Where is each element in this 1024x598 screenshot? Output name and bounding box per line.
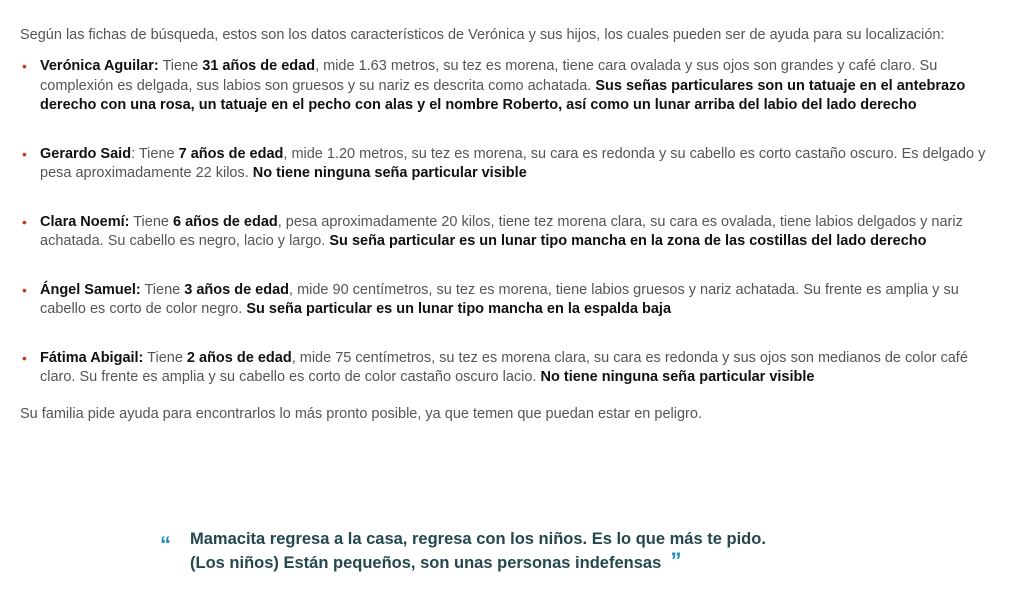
- person-description: , mide 90 centímetros, su tez es morena, tiene labios gruesos y nariz achatada. Su frente es amplia y su cabello es corto de color negro.: [40, 281, 959, 317]
- quote-line-2: [168, 550, 888, 574]
- bullet-icon: •: [22, 281, 27, 298]
- quote-line-1: Mamacita regresa a la casa, regresa con los niños. Es lo que más te pido.: [190, 530, 766, 548]
- person-marks: No tiene ninguna seña particular visible: [540, 369, 815, 385]
- bullet-icon: •: [22, 349, 27, 366]
- bullet-icon: •: [22, 213, 27, 230]
- text-segment: Tiene: [140, 281, 185, 298]
- text-segment: Tiene: [129, 213, 173, 230]
- person-marks: Sus señas particulares son un tatuaje en el antebrazo derecho con una rosa, un tatuaje en el pecho con alas y el nombre Roberto, así como un lunar arriba del labio del lado derecho: [40, 77, 966, 113]
- people-list: [20, 57, 990, 388]
- text-segment: Tiene: [143, 349, 187, 366]
- person-name: Gerardo Said: [40, 145, 132, 162]
- text-segment: : Tiene: [131, 145, 179, 162]
- bullet-icon: •: [22, 145, 27, 162]
- outro-paragraph: Su familia pide ayuda para encontrarlos lo más pronto posible, ya que temen que puedan estar en peligro.: [20, 405, 702, 422]
- person-age: 6 años de edad: [172, 213, 278, 230]
- intro-paragraph: Según las fichas de búsqueda, estos son los datos característicos de Verónica y sus hijos, los cuales pueden ser de ayuda para su localización:: [20, 27, 945, 43]
- open-quote-icon: “: [160, 532, 171, 557]
- bullet-icon: •: [22, 58, 27, 74]
- person-age: 7 años de edad: [178, 145, 284, 162]
- person-name: Ángel Samuel:: [40, 281, 141, 298]
- person-age: 2 años de edad: [186, 349, 292, 366]
- text-segment: Tiene: [158, 58, 203, 74]
- person-age: 31 años de edad: [202, 58, 316, 74]
- person-description: , mide 1.63 metros, su tez es morena, tiene cara ovalada y sus ojos son grandes y café claro. Su complexión es delgada, sus labios son gruesos y su nariz es descrita como achatada.: [40, 58, 938, 94]
- person-description: , pesa aproximadamente 20 kilos, tiene tez morena clara, su cara es ovalada, tiene labios delgados y nariz achatada. Su cabello es negro, lacio y largo.: [40, 213, 963, 249]
- person-description: , mide 75 centímetros, su tez es morena clara, su cara es redonda y sus ojos son medianos de color café claro. Su frente es amplia y su cabello es corto de color castaño oscuro lacio.: [40, 349, 968, 385]
- pull-quote: [160, 528, 888, 574]
- article-body: [20, 26, 990, 424]
- person-name: Fátima Abigail:: [40, 349, 144, 366]
- list-item: [20, 213, 990, 252]
- close-quote-icon: ”: [670, 548, 682, 573]
- list-item: [20, 145, 990, 184]
- person-description: , mide 1.20 metros, su tez es morena, su cara es redonda y su cabello es corto castaño oscuro. Es delgado y pesa aproximadamente 22 kilos.: [40, 145, 986, 181]
- list-item: [20, 349, 990, 388]
- person-age: 3 años de edad: [184, 281, 290, 298]
- list-item: [20, 57, 990, 116]
- person-name: Clara Noemí:: [40, 213, 130, 230]
- person-marks: Su seña particular es un lunar tipo mancha en la espalda baja: [246, 301, 672, 317]
- quote-line-2-text: (Los niños) Están pequeños, son unas personas indefensas: [190, 554, 662, 572]
- person-marks: Su seña particular es un lunar tipo mancha en la zona de las costillas del lado derecho: [329, 233, 927, 249]
- person-marks: No tiene ninguna seña particular visible: [252, 165, 527, 181]
- person-name: Verónica Aguilar:: [40, 58, 159, 74]
- list-item: [20, 281, 990, 320]
